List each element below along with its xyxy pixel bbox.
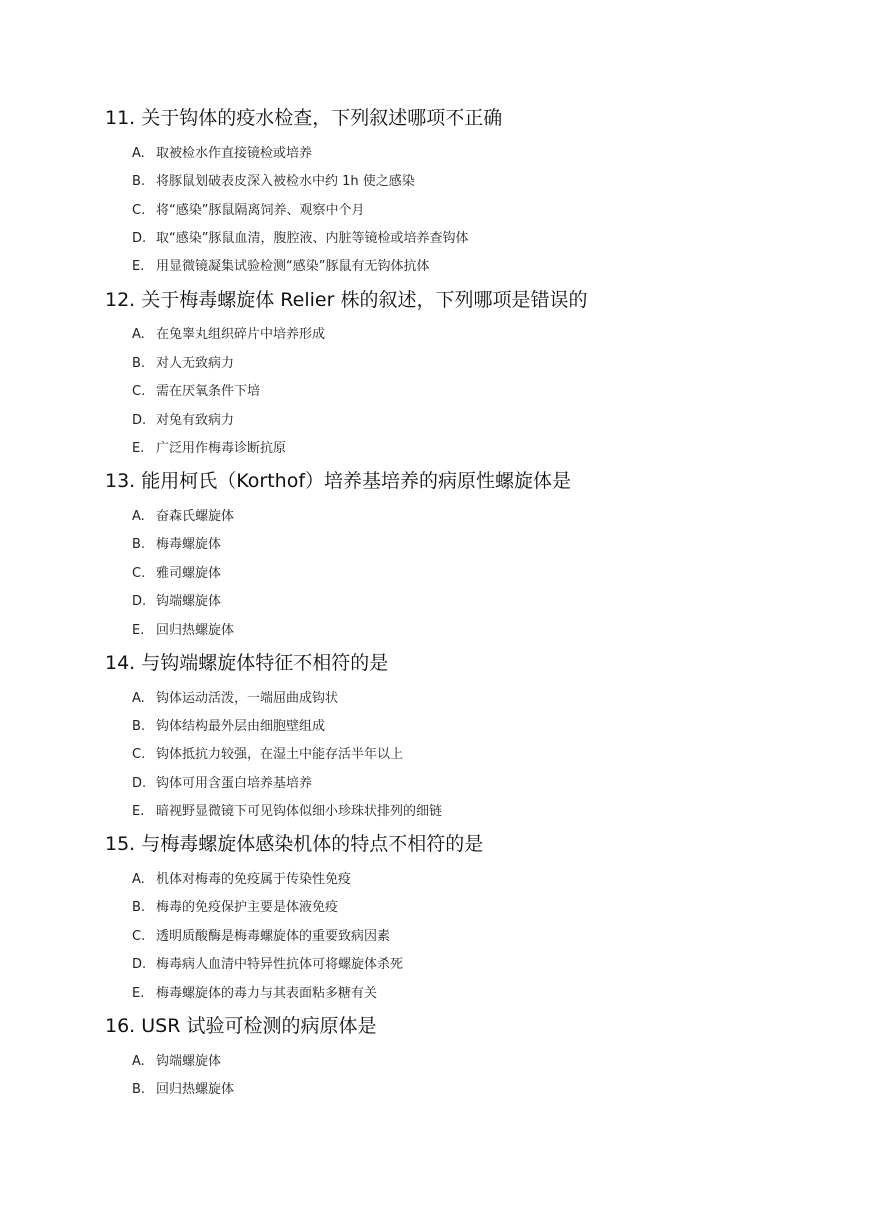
option-letter: B. xyxy=(132,719,146,734)
question-number: 14. xyxy=(105,652,136,674)
option-text: 梅毒螺旋体 xyxy=(156,537,222,552)
question-title xyxy=(105,651,388,675)
question-text: 关于钩体的疫水检查，下列叙述哪项不正确 xyxy=(141,107,503,129)
option xyxy=(132,383,260,401)
option-letter: E. xyxy=(132,804,145,819)
option xyxy=(132,536,221,554)
option xyxy=(132,1081,234,1099)
option xyxy=(132,565,221,583)
option-letter: A. xyxy=(132,872,145,887)
question-title xyxy=(105,288,587,312)
option xyxy=(132,928,390,946)
option xyxy=(132,326,325,344)
option-text: 梅毒病人血清中特异性抗体可将螺旋体杀死 xyxy=(156,957,404,972)
option-letter: B. xyxy=(132,537,146,552)
option-letter: B. xyxy=(132,356,146,371)
option xyxy=(132,985,377,1003)
option xyxy=(132,230,468,248)
option-text: 钩体抵抗力较强，在湿土中能存活半年以上 xyxy=(156,747,404,762)
question-number: 11. xyxy=(105,107,136,129)
option-text: 取被检水作直接镜检或培养 xyxy=(156,146,313,161)
option-text: 需在厌氧条件下培 xyxy=(156,384,261,399)
question-number: 13. xyxy=(105,470,136,492)
option-text: 钩体运动活泼，一端屈曲成钩状 xyxy=(156,691,339,706)
option-letter: C. xyxy=(132,384,146,399)
option-letter: D. xyxy=(132,957,147,972)
option-text: 透明质酸酶是梅毒螺旋体的重要致病因素 xyxy=(156,929,391,944)
question-text: 与钩端螺旋体特征不相符的是 xyxy=(141,652,389,674)
option-letter: B. xyxy=(132,900,146,915)
option-letter: C. xyxy=(132,747,146,762)
option xyxy=(132,1053,221,1071)
option-text: 将“感染”豚鼠隔离饲养、观察中个月 xyxy=(156,203,365,218)
option-text: 奋森氏螺旋体 xyxy=(156,509,235,524)
question-text: 能用柯氏（Korthof）培养基培养的病原性螺旋体是 xyxy=(141,470,572,492)
option xyxy=(132,871,351,889)
option-letter: B. xyxy=(132,1082,146,1097)
option xyxy=(132,593,221,611)
option-letter: B. xyxy=(132,174,146,189)
option-letter: D. xyxy=(132,413,147,428)
option-text: 暗视野显微镜下可见钩体似细小珍珠状排列的细链 xyxy=(156,804,443,819)
option-text: 回归热螺旋体 xyxy=(156,623,235,638)
option-text: 取“感染”豚鼠血清，腹腔液、内脏等镜检或培养查钩体 xyxy=(156,231,469,246)
option xyxy=(132,258,429,276)
option xyxy=(132,173,415,191)
option-letter: E. xyxy=(132,623,145,638)
option xyxy=(132,440,286,458)
option-letter: E. xyxy=(132,986,145,1001)
option-letter: C. xyxy=(132,566,146,581)
option-letter: E. xyxy=(132,441,145,456)
option-text: 对兔有致病力 xyxy=(156,413,235,428)
option-text: 梅毒螺旋体的毒力与其表面粘多糖有关 xyxy=(156,986,378,1001)
option-letter: A. xyxy=(132,327,145,342)
option-text: 钩端螺旋体 xyxy=(156,1054,222,1069)
question-number: 15. xyxy=(105,833,136,855)
option-letter: A. xyxy=(132,1054,145,1069)
option-text: 梅毒的免疫保护主要是体液免疫 xyxy=(156,900,339,915)
question-text: 关于梅毒螺旋体 Relier 株的叙述，下列哪项是错误的 xyxy=(141,289,588,311)
option-text: 用显微镜凝集试验检测“感染”豚鼠有无钩体抗体 xyxy=(156,259,430,274)
option-text: 钩体可用含蛋白培养基培养 xyxy=(156,776,313,791)
question-title xyxy=(105,106,502,130)
option-text: 雅司螺旋体 xyxy=(156,566,222,581)
option-letter: D. xyxy=(132,231,147,246)
option xyxy=(132,412,234,430)
option xyxy=(132,202,364,220)
option-text: 广泛用作梅毒诊断抗原 xyxy=(156,441,287,456)
option-text: 钩体结构最外层由细胞壁组成 xyxy=(156,719,326,734)
option-letter: C. xyxy=(132,203,146,218)
question-text: USR 试验可检测的病原体是 xyxy=(141,1015,377,1037)
option-letter: A. xyxy=(132,691,145,706)
option-text: 回归热螺旋体 xyxy=(156,1082,235,1097)
option xyxy=(132,899,338,917)
option-text: 钩端螺旋体 xyxy=(156,594,222,609)
question-title xyxy=(105,832,483,856)
option-letter: D. xyxy=(132,594,147,609)
option-text: 在兔睾丸组织碎片中培养形成 xyxy=(156,327,326,342)
question-number: 16. xyxy=(105,1015,136,1037)
option xyxy=(132,775,312,793)
option xyxy=(132,145,312,163)
option-text: 机体对梅毒的免疫属于传染性免疫 xyxy=(156,872,352,887)
option-letter: C. xyxy=(132,929,146,944)
option xyxy=(132,956,403,974)
option-letter: A. xyxy=(132,509,145,524)
option xyxy=(132,803,442,821)
option xyxy=(132,746,403,764)
option-text: 将豚鼠划破表皮深入被检水中约 1h 使之感染 xyxy=(156,174,415,189)
option-text: 对人无致病力 xyxy=(156,356,235,371)
option xyxy=(132,508,234,526)
question-number: 12. xyxy=(105,289,136,311)
option-letter: E. xyxy=(132,259,145,274)
question-title xyxy=(105,469,571,493)
option xyxy=(132,622,234,640)
option xyxy=(132,690,338,708)
question-title xyxy=(105,1014,376,1038)
question-text: 与梅毒螺旋体感染机体的特点不相符的是 xyxy=(141,833,484,855)
option xyxy=(132,355,234,373)
option xyxy=(132,718,325,736)
option-letter: A. xyxy=(132,146,145,161)
option-letter: D. xyxy=(132,776,147,791)
